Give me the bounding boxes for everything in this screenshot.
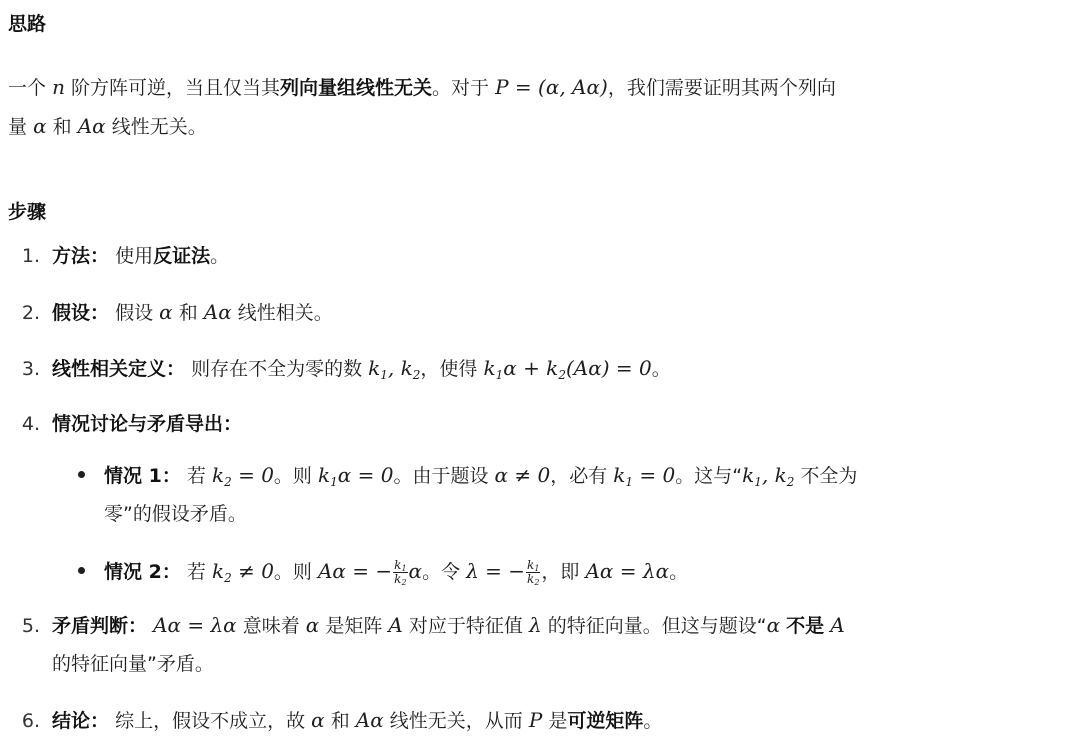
case-2 — [78, 552, 1058, 591]
step-text: 线性相关。 — [237, 302, 333, 324]
math-n: n — [52, 75, 65, 99]
math-alpha: α — [159, 300, 173, 324]
step-label: 方法： — [52, 245, 110, 267]
intro-text: ，我们需要证明其两个列向 — [607, 77, 836, 99]
step-text: 使用 — [115, 245, 154, 267]
step-3 — [8, 350, 1068, 387]
section-title-steps: 步骤 — [8, 201, 47, 223]
step-label: 线性相关定义： — [52, 358, 186, 380]
intro-text: 阶方阵可逆，当且仅当其 — [71, 77, 281, 99]
step-bold: 不是 — [786, 615, 825, 637]
intro-text: 一个 — [8, 77, 47, 99]
step-label: 矛盾判断： — [52, 615, 148, 637]
step-number: 2. — [21, 302, 40, 324]
step-label: 结论： — [52, 710, 110, 732]
math-p-definition: P = (α, Aα) — [495, 75, 608, 99]
step-text: 和 — [178, 302, 198, 324]
math-k1-k2: $k_1$, $k_2$ — [368, 356, 421, 382]
step-number: 1. — [21, 245, 40, 267]
step-text: ，使得 — [420, 358, 478, 380]
step-6: 6. 结论： 综上，假设不成立，故 α 和 Aα 线性无关，从而 P 是可逆矩阵。 — [8, 702, 1068, 739]
step-label: 情况讨论与矛盾导出： — [52, 413, 243, 435]
step-1 — [8, 238, 1068, 274]
math-eigen-equation: Aα = λα — [153, 613, 237, 637]
step-number: 5. — [21, 615, 40, 637]
fraction-k1-over-k2: $\frac{k_1}{k_2}$ — [527, 558, 540, 587]
step-number: 3. — [21, 358, 40, 380]
math-a-alpha: Aα — [77, 114, 106, 138]
step-text: 。 — [210, 245, 230, 267]
case-2-text: 情况 2： 若 $k_2 \ne 0$。则 Aα = − $\frac{k_1}{k_2}$ α。令 λ = − $\frac{k_1}{k_2}$ ，即 Aα = λα。 — [104, 558, 689, 587]
intro-text: 量 — [8, 116, 28, 138]
case-label: 情况 1： — [104, 465, 181, 487]
bullet-dot — [78, 567, 85, 574]
fraction-k1-over-k2: $\frac{k_1}{k_2}$ — [394, 558, 407, 587]
step-bold: 反证法 — [153, 245, 211, 267]
step-text: 。 — [651, 358, 671, 380]
step-label: 假设： — [52, 302, 110, 324]
intro-bold: 列向量组线性无关 — [280, 77, 433, 99]
step-bold: 可逆矩阵 — [567, 710, 644, 732]
step-text: 则存在不全为零的数 — [191, 358, 363, 380]
intro-paragraph — [8, 68, 1058, 146]
case-1-text: 情况 1： 若 $k_2 = 0$。则 $k_1\alpha = 0$。由于题设 α ≠ 0，必有 $k_1 = 0$。这与“$k_1$, $k_2$ 不全为 零”的假设矛盾。 — [104, 463, 858, 525]
intro-text: 。对于 — [432, 77, 490, 99]
step-5: 5. 矛盾判断： Aα = λα 意味着 α 是矩阵 A 对应于特征值 λ 的特征向量。但这与题设“α 不是 A 的特征向量”矛盾。 — [8, 606, 1068, 683]
intro-text: 和 — [52, 116, 72, 138]
math-alpha: α — [33, 114, 47, 138]
step-2 — [8, 294, 1068, 331]
step-4 — [8, 406, 1068, 442]
section-title-idea: 思路 — [8, 13, 47, 35]
math-linear-combination: $k_1\alpha + k_2(A\alpha) = 0$ — [483, 356, 652, 382]
math-a-alpha: Aα — [203, 300, 232, 324]
case-label: 情况 2： — [104, 561, 181, 583]
intro-text: 线性无关。 — [111, 116, 207, 138]
case-1 — [78, 456, 1058, 533]
step-number: 4. — [21, 413, 40, 435]
step-number: 6. — [21, 710, 40, 732]
step-text: 假设 — [115, 302, 154, 324]
bullet-dot — [78, 471, 85, 478]
